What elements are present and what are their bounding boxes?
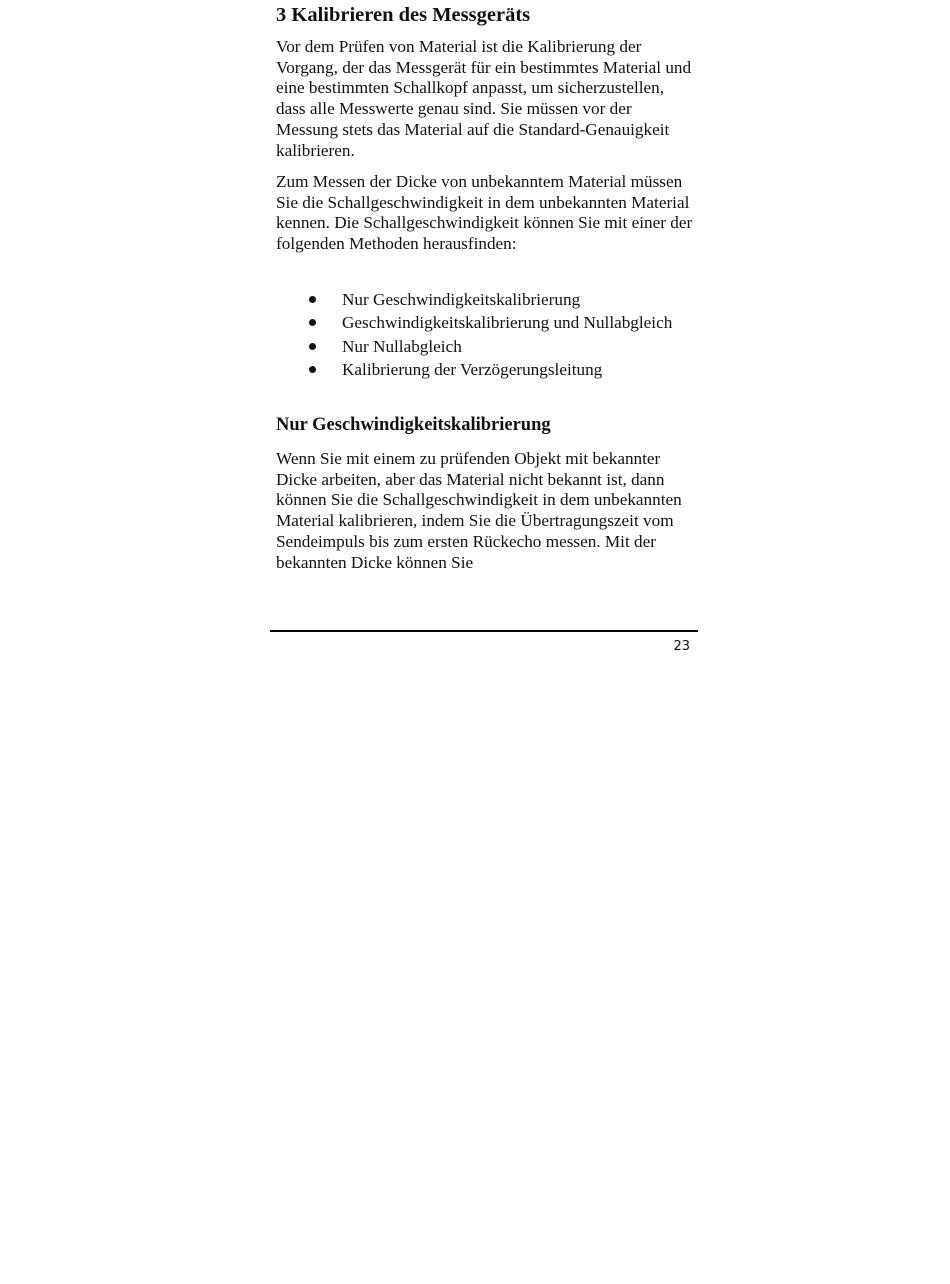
list-item-text: Geschwindigkeitskalibrierung und Nullabgleich xyxy=(342,313,673,333)
methods-list xyxy=(276,288,706,382)
intro-paragraph: Vor dem Prüfen von Material ist die Kalibrierung der Vorgang, der das Messgerät für ein bestimmtes Material und eine bestimmten Schallkopf anpasst, um sicherzustellen, dass alle Messwerte genau sind. Sie müssen vor der Messung stets das Material auf die Standard-Genauigkeit kalibrieren. xyxy=(276,37,692,160)
methods-intro-paragraph: Zum Messen der Dicke von unbekanntem Material müssen Sie die Schallgeschwindigkeit in dem unbekannten Material kennen. Die Schallgeschwindigkeit können Sie mit einer der folgenden Methoden herausfinden: xyxy=(276,172,693,254)
list-item xyxy=(276,311,706,334)
list-item xyxy=(276,288,706,311)
footer-divider xyxy=(270,630,698,632)
bullet-icon xyxy=(309,319,316,326)
list-item xyxy=(276,358,706,381)
bullet-icon xyxy=(309,296,316,303)
bullet-icon xyxy=(309,343,316,350)
subsection-title: Nur Geschwindigkeitskalibrierung xyxy=(276,415,551,435)
list-item-text: Kalibrierung der Verzögerungsleitung xyxy=(342,360,603,380)
list-item-text: Nur Geschwindigkeitskalibrierung xyxy=(342,290,581,309)
list-item xyxy=(276,335,706,358)
page-number: 23 xyxy=(673,639,690,654)
section-title: 3 Kalibrieren des Messgeräts xyxy=(276,4,531,26)
list-item-text: Nur Nullabgleich xyxy=(342,336,462,356)
subsection-paragraph: Wenn Sie mit einem zu prüfenden Objekt mit bekannter Dicke arbeiten, aber das Material nicht bekannt ist, dann können Sie die Schallgeschwindigkeit in dem unbekannten Material kalibrieren, indem Sie die Übertragungszeit vom Sendeimpuls bis zum ersten Rückecho messen. Mit der bekannten Dicke können Sie xyxy=(276,449,682,572)
bullet-icon xyxy=(309,366,316,373)
